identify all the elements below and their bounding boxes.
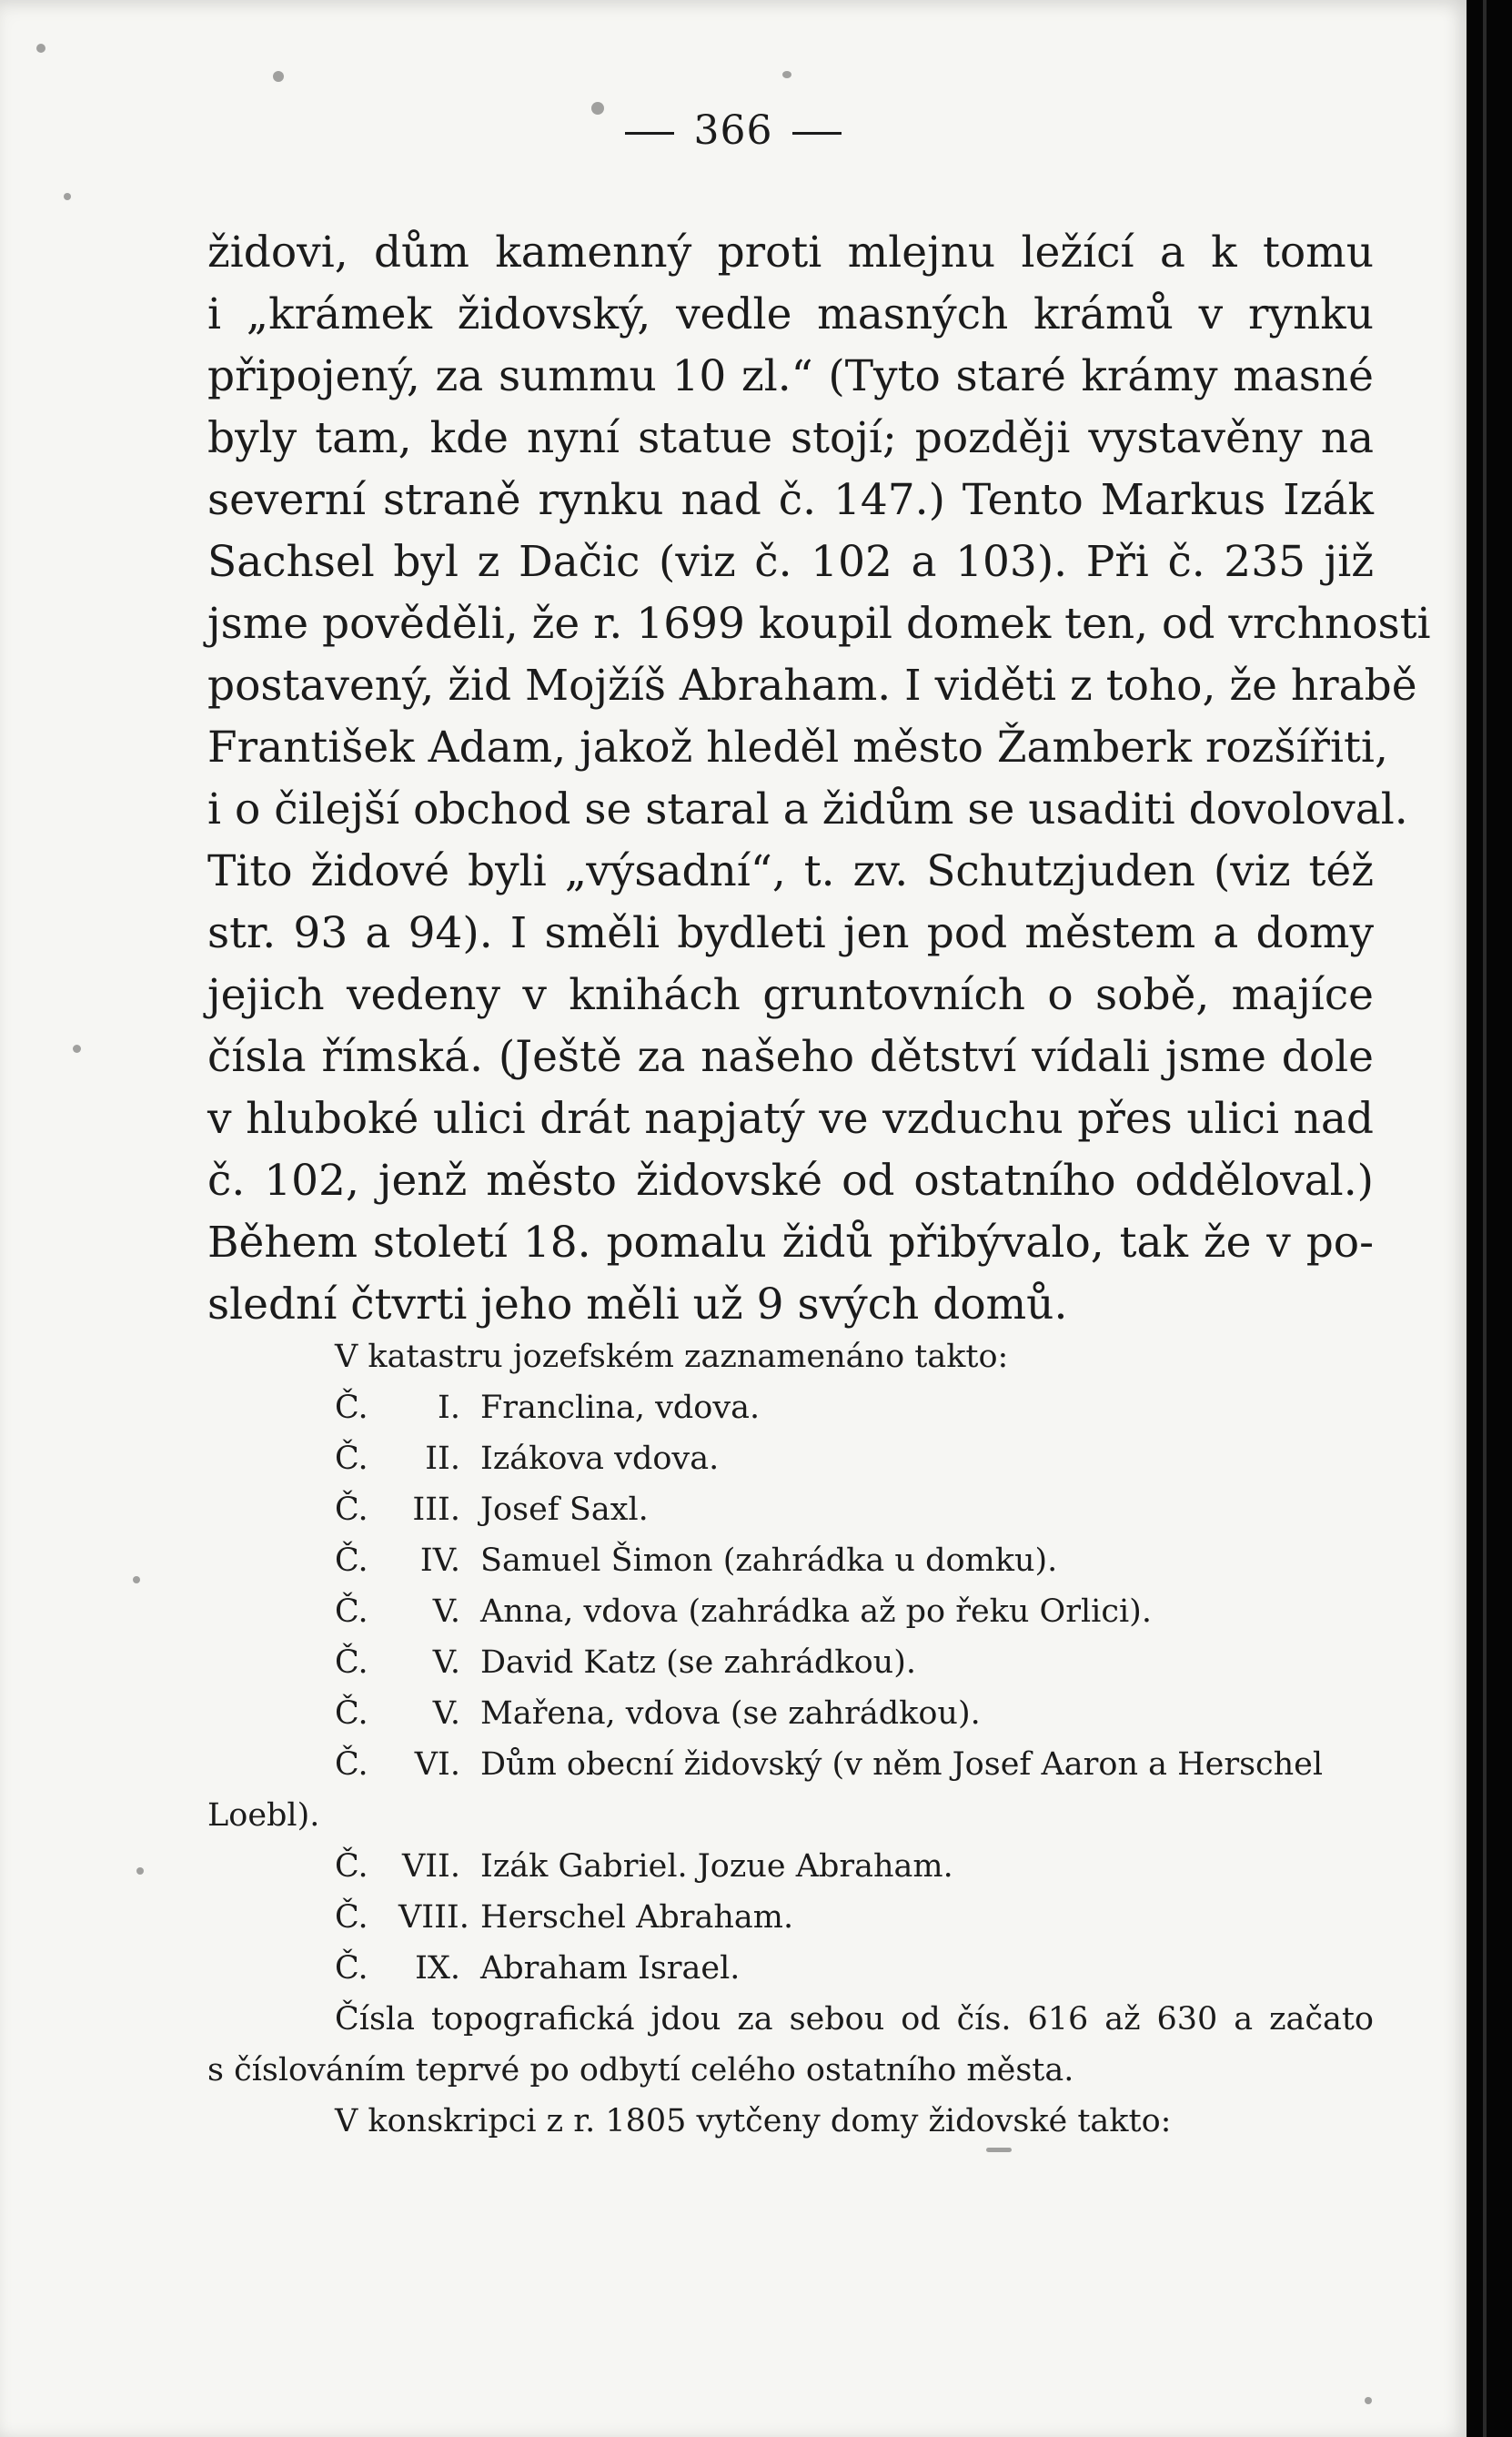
body-line: i o čilejší obchod se staral a židům se usaditi dovoloval. (207, 784, 1408, 834)
body-line: Během století 18. pomalu židů přibývalo, tak že v po- (207, 1218, 1374, 1268)
entry-name: Dům obecní židovský (v něm Josef Aaron a Herschel (480, 1746, 1324, 1783)
catalog-entry (335, 1540, 1057, 1582)
entry-prefix: Č. (335, 1950, 368, 1987)
entry-name: Izák Gabriel. Jozue Abraham. (480, 1848, 953, 1885)
scan-speck (64, 193, 71, 200)
entry-prefix: Č. (335, 1848, 368, 1885)
body-line: židovi, dům kamenný proti mlejnu ležící a k tomu (207, 228, 1374, 278)
body-line: v hluboké ulici drát napjatý ve vzduchu přes ulici nad (207, 1094, 1374, 1144)
body-line: František Adam, jakož hleděl město Žamberk rozšířiti, (207, 723, 1388, 773)
catalog-entry (335, 1947, 740, 1989)
catalog-entry (335, 1438, 719, 1480)
body-line: str. 93 a 94). I směli bydleti jen pod městem a domy (207, 908, 1374, 958)
scan-speck (273, 71, 284, 82)
left-dash (625, 132, 674, 135)
entry-number: I. (438, 1390, 460, 1426)
catalog-continuation: Loebl). (207, 1797, 320, 1834)
entry-prefix: Č. (335, 1441, 368, 1477)
catalog-entry (335, 1693, 981, 1734)
body-line: severní straně rynku nad č. 147.) Tento Markus Izák (207, 475, 1374, 525)
scan-border (1467, 0, 1512, 2437)
entry-name: Anna, vdova (zahrádka až po řeku Orlici). (480, 1593, 1152, 1630)
scan-speck (591, 102, 604, 115)
scan-border-stripe (1483, 0, 1487, 2437)
entry-number: IV. (419, 1542, 460, 1579)
page-number-header (0, 107, 1467, 154)
body-line: jsme pověděli, že r. 1699 koupil domek ten, od vrchnosti (207, 599, 1431, 649)
entry-prefix: Č. (335, 1593, 368, 1630)
entry-prefix: Č. (335, 1746, 368, 1783)
body-line: i „krámek židovský, vedle masných krámů v rynku (207, 289, 1374, 339)
body-line: postavený, žid Mojžíš Abraham. I viděti z toho, že hrabě (207, 661, 1417, 711)
entry-number: II. (425, 1441, 460, 1477)
entry-name: David Katz (se zahrádkou). (480, 1644, 916, 1681)
entry-name: Herschel Abraham. (480, 1899, 794, 1936)
catalog-entry (335, 1744, 1323, 1785)
entry-number: VII. (401, 1848, 460, 1885)
scan-speck (133, 1576, 140, 1583)
page-number: 366 (693, 107, 773, 154)
catalog-entry (335, 1642, 916, 1684)
entry-prefix: Č. (335, 1644, 368, 1681)
body-line: slední čtvrti jeho měli už 9 svých domů. (207, 1279, 1068, 1330)
entry-prefix: Č. (335, 1542, 368, 1579)
scan-speck (136, 1867, 144, 1875)
scan-mark (986, 2148, 1012, 2152)
entry-name: Franclina, vdova. (480, 1390, 761, 1426)
closing-line: Čísla topografická jdou za sebou od čís. 616 až 630 a začato (335, 2001, 1374, 2038)
catalog-entry (335, 1896, 793, 1938)
entry-prefix: Č. (335, 1899, 368, 1936)
body-line: č. 102, jenž město židovské od ostatního odděloval.) (207, 1156, 1374, 1206)
scan-speck (36, 44, 45, 53)
entry-prefix: Č. (335, 1695, 368, 1732)
right-dash (792, 132, 842, 135)
entry-number: V. (432, 1695, 460, 1732)
entry-name: Samuel Šimon (zahrádka u domku). (480, 1542, 1058, 1579)
entry-name: Mařena, vdova (se zahrádkou). (480, 1695, 981, 1732)
entry-number: VIII. (398, 1899, 469, 1936)
catalog-intro: V katastru jozefském zaznamenáno takto: (335, 1339, 1009, 1375)
entry-name: Josef Saxl. (480, 1492, 649, 1528)
catalog-entry (335, 1489, 649, 1531)
entry-prefix: Č. (335, 1390, 368, 1426)
entry-prefix: Č. (335, 1492, 368, 1528)
body-line: čísla římská. (Ještě za našeho dětství vídali jsme dole (207, 1032, 1374, 1082)
body-line: Tito židové byli „výsadní“, t. zv. Schutzjuden (viz též (207, 846, 1374, 896)
entry-name: Izákova vdova. (480, 1441, 720, 1477)
closing-line: V konskripci z r. 1805 vytčeny domy židovské takto: (335, 2103, 1172, 2139)
scan-speck (782, 71, 791, 78)
catalog-entry (335, 1845, 953, 1887)
entry-number: III. (412, 1492, 460, 1528)
scan-speck (73, 1045, 81, 1053)
entry-name: Abraham Israel. (480, 1950, 741, 1987)
entry-number: VI. (414, 1746, 460, 1783)
closing-line: s číslováním teprvé po odbytí celého ostatního města. (207, 2052, 1074, 2088)
body-line: připojený, za summu 10 zl.“ (Tyto staré krámy masné (207, 351, 1374, 401)
entry-number: IX. (415, 1950, 460, 1987)
body-line: jejich vedeny v knihách gruntovních o sobě, majíce (207, 970, 1374, 1020)
entry-number: V. (432, 1593, 460, 1630)
entry-number: V. (432, 1644, 460, 1681)
body-line: byly tam, kde nyní statue stojí; později vystavěny na (207, 413, 1374, 463)
catalog-entry (335, 1591, 1152, 1633)
catalog-entry (335, 1387, 760, 1429)
body-line: Sachsel byl z Dačic (viz č. 102 a 103). Při č. 235 již (207, 537, 1374, 587)
scan-speck (1365, 2397, 1372, 2404)
